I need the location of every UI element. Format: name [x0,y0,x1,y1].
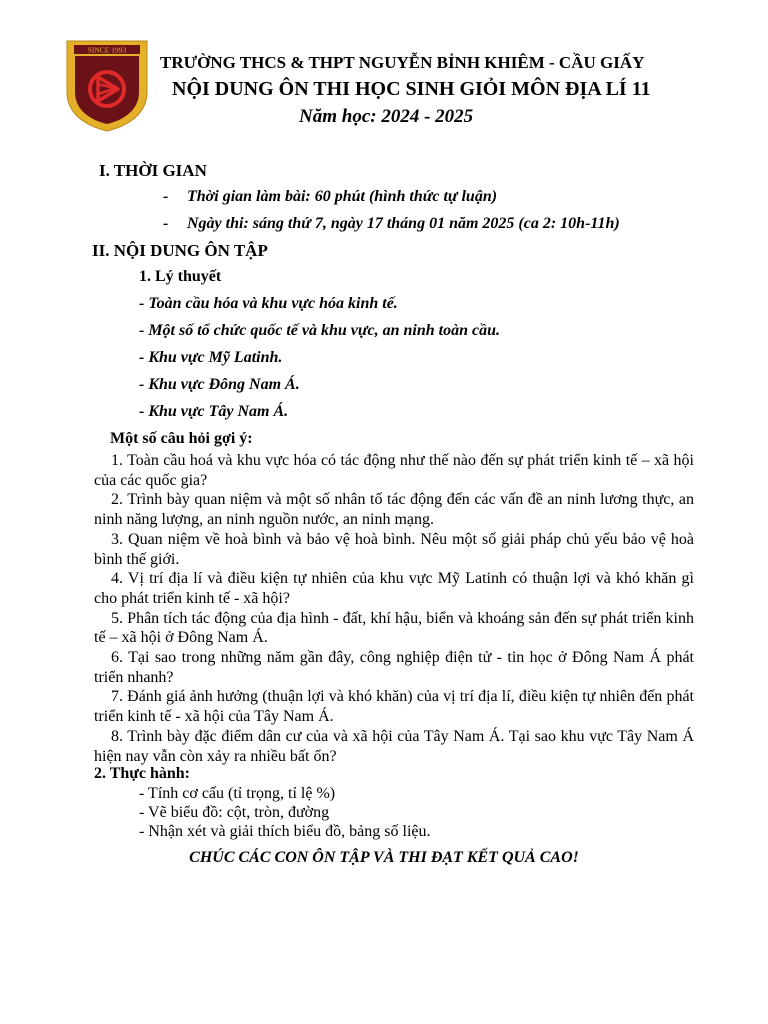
question-item: 6. Tại sao trong những năm gần đây, công nghiệp điện tử - tin học ở Đông Nam Á phát triển nhanh? [94,649,694,686]
question-item: 4. Vị trí địa lí và điều kiện tự nhiên của khu vực Mỹ Latinh có thuận lợi và khó khăn gì cho phát triển kinh tế - xã hội? [94,570,694,607]
question-item: 5. Phân tích tác động của địa hình - đất, khí hậu, biển và khoáng sản đến sự phát triển kinh tế – xã hội ở Đông Nam Á. [94,609,694,647]
school-name: TRƯỜNG THCS & THPT NGUYỄN BỈNH KHIÊM - CẦU GIẤY [160,53,645,72]
questions-heading: Một số câu hỏi gợi ý: [110,430,253,447]
logo-since-text: SINCE 1993 [87,45,127,55]
practice-item: - Tính cơ cấu (tỉ trọng, tỉ lệ %) [139,785,336,802]
exam-date-text: Ngày thi: sáng thứ 7, ngày 17 tháng 01 năm 2025 (ca 2: 10h-11h) [187,215,620,232]
topic-item: - Khu vực Đông Nam Á. [139,376,300,393]
practice-item: - Nhận xét và giải thích biểu đồ, bảng số liệu. [139,823,431,840]
question-item: 8. Trình bày đặc điểm dân cư của và xã hội của Tây Nam Á. Tại sao khu vực Tây Nam Á hiện nay vẫn còn xảy ra nhiều bất ổn? [94,727,694,765]
practice-heading: 2. Thực hành: [94,765,191,782]
practice-item: - Vẽ biểu đồ: cột, tròn, đường [139,804,330,821]
document-title: NỘI DUNG ÔN THI HỌC SINH GIỎI MÔN ĐỊA LÍ 11 [172,78,651,100]
section-content-heading: II. NỘI DUNG ÔN TẬP [92,241,268,260]
topic-item: - Khu vực Mỹ Latinh. [139,349,283,366]
section-time-heading: I. THỜI GIAN [99,161,207,180]
question-item: 7. Đánh giá ảnh hưởng (thuận lợi và khó khăn) của vị trí địa lí, điều kiện tự nhiên đến phát triển kinh tế - xã hội của Tây Nam Á. [94,688,694,726]
question-item: 1. Toàn cầu hoá và khu vực hóa có tác động như thế nào đến sự phát triển kinh tế – xã hội của các quốc gia? [94,452,694,489]
school-year: Năm học: 2024 - 2025 [299,106,474,127]
question-item: 2. Trình bày quan niệm và một số nhân tố tác động đến các vấn đề an ninh lương thực, an ninh năng lượng, an ninh nguồn nước, an ninh mạng. [94,491,694,529]
theory-heading: 1. Lý thuyết [139,268,222,285]
topic-item: - Toàn cầu hóa và khu vực hóa kinh tế. [139,295,398,312]
topic-item: - Một số tổ chức quốc tế và khu vực, an ninh toàn cầu. [139,322,500,339]
closing-message: CHÚC CÁC CON ÔN TẬP VÀ THI ĐẠT KẾT QUẢ CAO! [189,849,579,866]
exam-date-item: - Ngày thi: sáng thứ 7, ngày 17 tháng 01 năm 2025 (ca 2: 10h-11h) [163,215,620,232]
exam-duration-text: Thời gian làm bài: 60 phút (hình thức tự luận) [187,188,498,205]
exam-duration-item: - Thời gian làm bài: 60 phút (hình thức tự luận) [163,188,498,205]
topic-item: - Khu vực Tây Nam Á. [139,403,289,420]
questions-list [94,451,694,766]
question-item: 3. Quan niệm về hoà bình và bảo vệ hoà bình. Nêu một số giải pháp chủ yếu bảo vệ hoà bình thế giới. [94,530,694,568]
school-logo [66,40,148,132]
